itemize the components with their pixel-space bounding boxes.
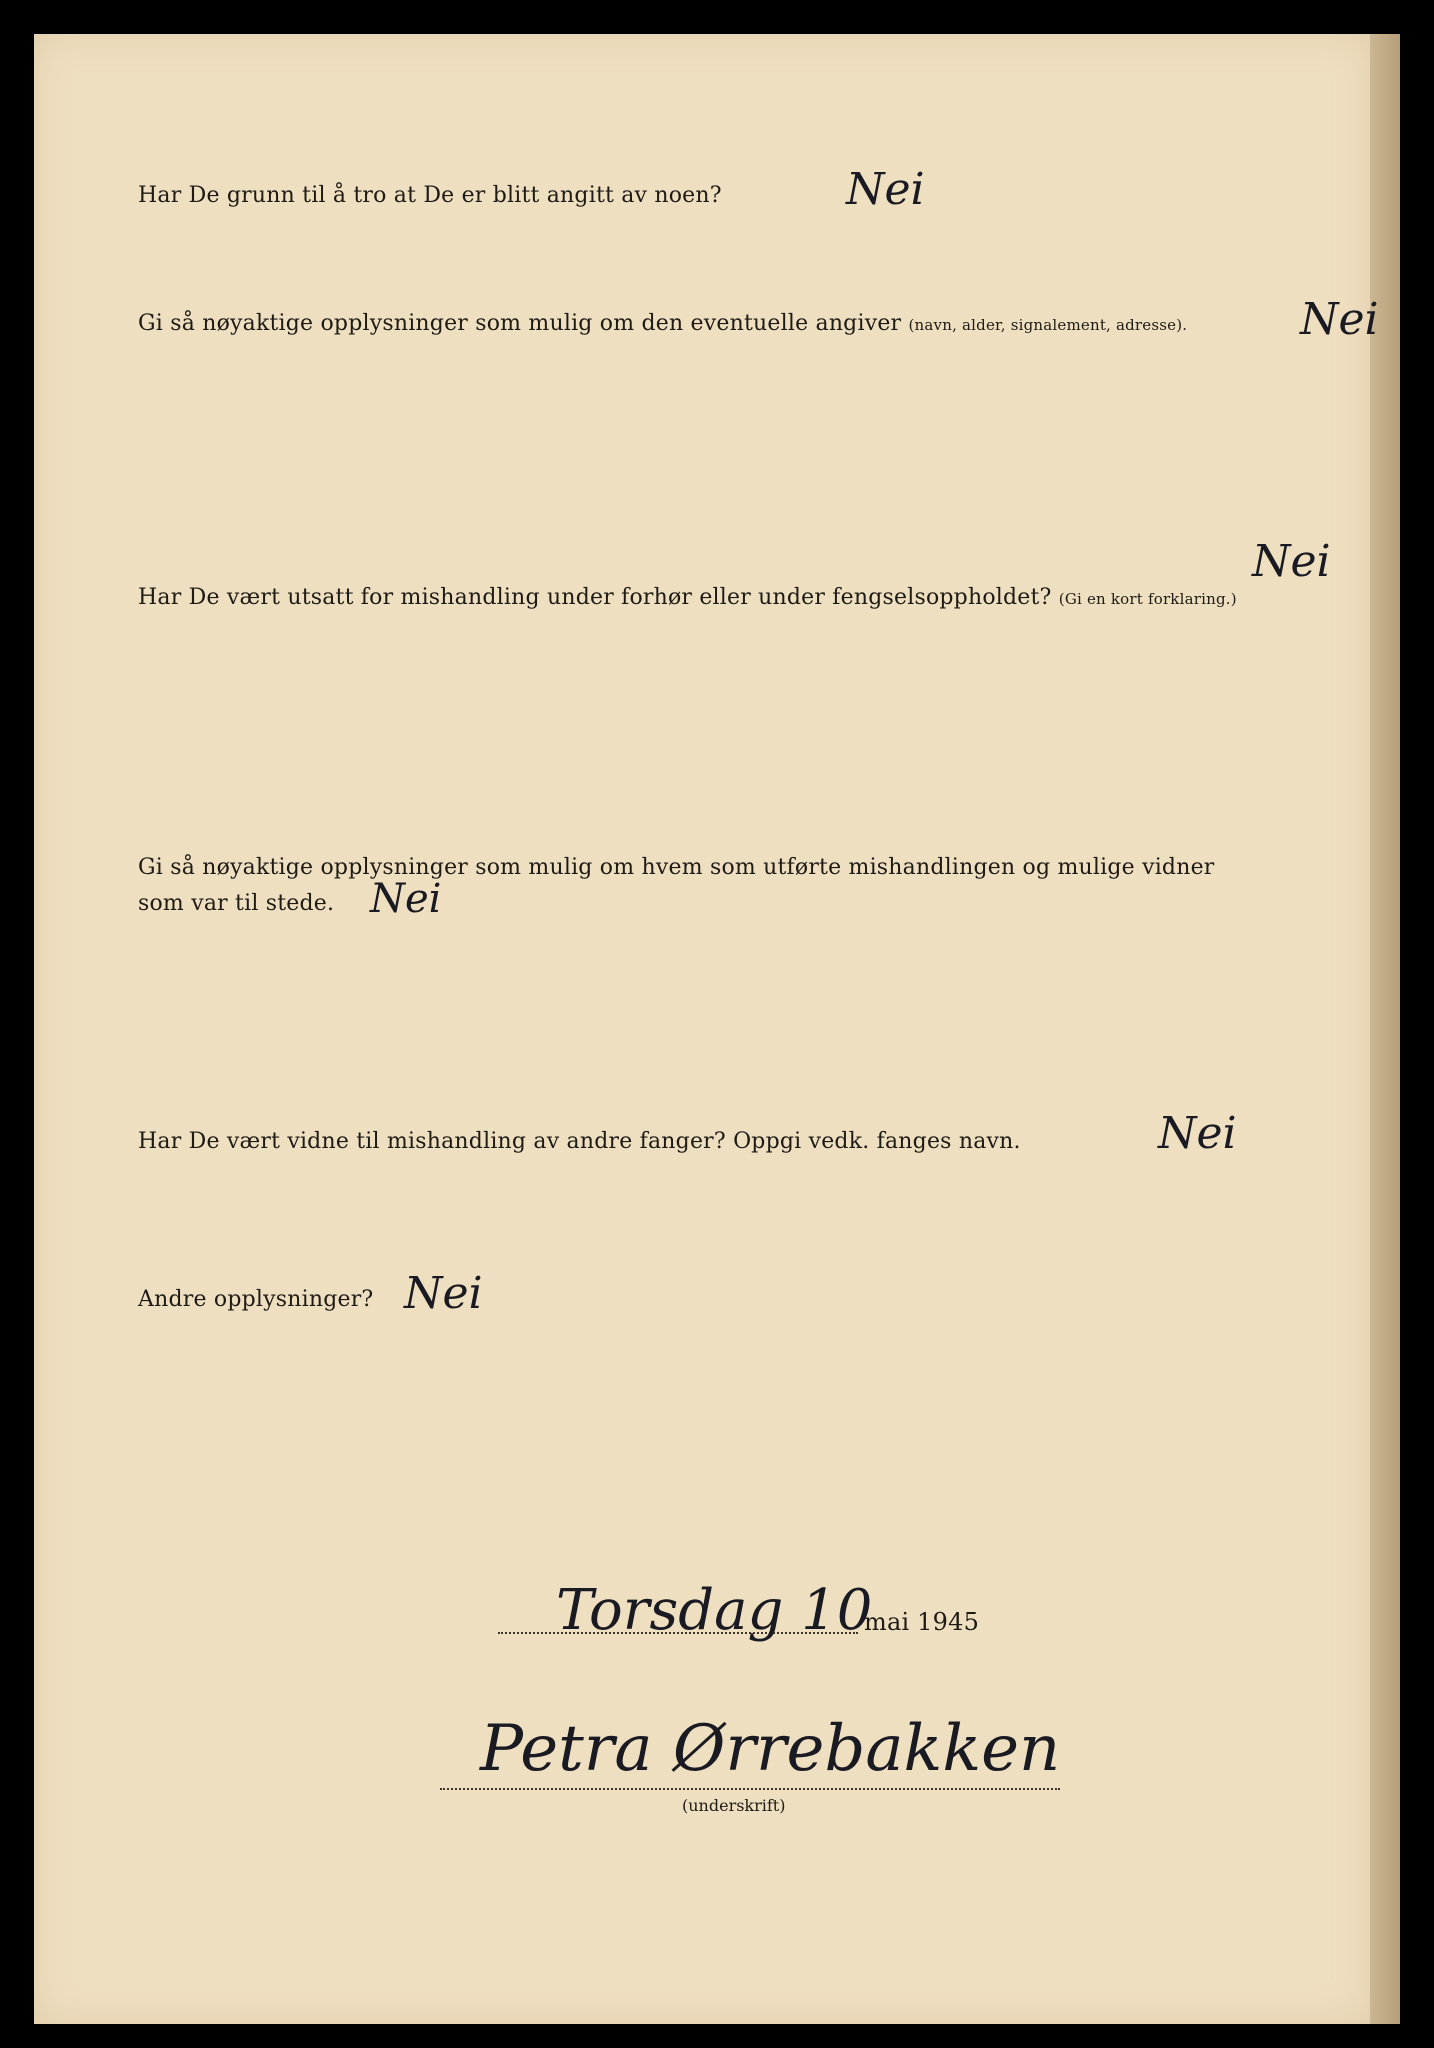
question-hint: (Gi en kort forklaring.) <box>1058 590 1237 608</box>
question-angiver <box>138 306 1187 343</box>
answer-andre: Nei <box>404 1268 483 1319</box>
question-label-line2: som var til stede. <box>138 891 335 916</box>
answer-angiver: Nei <box>1300 294 1379 345</box>
question-utforte <box>138 850 1215 922</box>
signature-line <box>440 1788 1060 1790</box>
question-label: Andre opplysninger? <box>138 1287 374 1312</box>
question-label: Gi så nøyaktige opplysninger som mulig om den eventuelle angiver <box>138 311 902 336</box>
date-printed: mai 1945 <box>864 1608 980 1636</box>
question-label: Har De vært utsatt for mishandling under forhør eller under fengselsoppholdet? <box>138 585 1052 610</box>
question-label-line1: Gi så nøyaktige opplysninger som mulig om hvem som utførte mishandlingen og mulige vidner <box>138 855 1215 880</box>
signature: Petra Ørrebakken <box>480 1712 1061 1786</box>
question-mishandling <box>138 580 1237 617</box>
question-angitt <box>138 178 722 214</box>
question-andre <box>138 1282 373 1318</box>
question-hint: (navn, alder, signalement, adresse). <box>908 316 1188 334</box>
signature-caption: (underskrift) <box>682 1796 786 1815</box>
question-label: Har De grunn til å tro at De er blitt angitt av noen? <box>138 183 722 208</box>
answer-angitt: Nei <box>846 164 925 215</box>
answer-mishandling: Nei <box>1252 536 1331 587</box>
answer-vidne: Nei <box>1158 1108 1237 1159</box>
answer-utforte: Nei <box>370 876 442 922</box>
date-handwritten: Torsdag 10 <box>556 1578 873 1643</box>
question-vidne <box>138 1124 1021 1160</box>
question-label: Har De vært vidne til mishandling av andre fanger? Oppgi vedk. fanges navn. <box>138 1129 1021 1154</box>
